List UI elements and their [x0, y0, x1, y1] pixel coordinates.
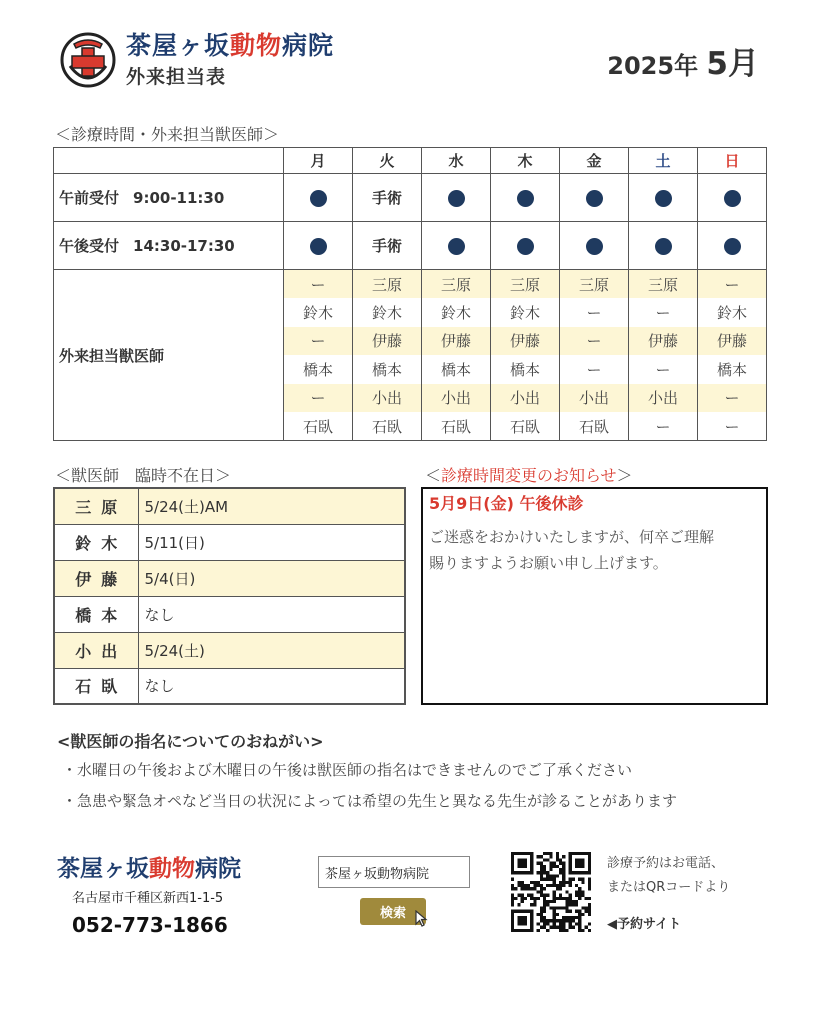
- qr-instructions: [607, 852, 730, 900]
- vet-cell: ー: [629, 355, 698, 384]
- vet-cell: 石臥: [560, 412, 629, 441]
- absence-row: [54, 632, 405, 668]
- absence-table: [53, 487, 406, 705]
- absence-date: 5/24(土)AM: [138, 488, 405, 524]
- search-input[interactable]: [318, 856, 470, 888]
- session-cell: [629, 222, 698, 270]
- vet-name: 石臥: [54, 668, 138, 704]
- vet-cell: 小出: [560, 384, 629, 413]
- session-cell: [422, 174, 491, 222]
- vet-cell: 小出: [629, 384, 698, 413]
- session-cell: [698, 222, 767, 270]
- vet-cell: ー: [560, 298, 629, 327]
- vet-cell: 三原: [353, 270, 422, 299]
- available-dot-icon: [517, 238, 534, 255]
- absence-date: 5/4(日): [138, 560, 405, 596]
- absence-row: [54, 668, 405, 704]
- vet-cell: 鈴木: [353, 298, 422, 327]
- session-cell: [560, 222, 629, 270]
- schedule-period: [607, 38, 759, 83]
- schedule-year: 2025年: [607, 52, 699, 80]
- request-line: ・水曜日の午後および木曜日の午後は獣医師の指名はできませんのでご了承ください: [62, 761, 633, 779]
- clinic-name: [126, 26, 334, 62]
- available-dot-icon: [448, 190, 465, 207]
- vet-cell: 鈴木: [284, 298, 353, 327]
- notice-box: [421, 487, 768, 705]
- qr-line: またはQRコードより: [607, 880, 731, 895]
- schedule-table: [53, 147, 767, 441]
- vet-cell: 小出: [353, 384, 422, 413]
- footer-name-part2: 動物: [149, 856, 195, 882]
- vet-cell: ー: [629, 298, 698, 327]
- session-label: 午前受付: [59, 189, 120, 207]
- available-dot-icon: [517, 190, 534, 207]
- clinic-name-part1: 茶屋ヶ坂: [126, 31, 231, 60]
- available-dot-icon: [724, 238, 741, 255]
- footer-name-part3: 病院: [195, 856, 241, 882]
- session-time: 14:30-17:30: [133, 237, 235, 255]
- vet-cell: 伊藤: [698, 327, 767, 356]
- notice-heading-text: 診療時間変更のお知らせ: [441, 466, 617, 485]
- vet-cell: 伊藤: [491, 327, 560, 356]
- vet-cell: ー: [284, 270, 353, 299]
- vet-cell: ー: [629, 412, 698, 441]
- available-dot-icon: [586, 190, 603, 207]
- vet-cell: 石臥: [284, 412, 353, 441]
- pointer-cursor-icon: [414, 910, 430, 928]
- schedule-month: 5月: [706, 46, 759, 82]
- surgery-label: 手術: [371, 189, 402, 207]
- vet-cell: 三原: [560, 270, 629, 299]
- vet-cell: 小出: [422, 384, 491, 413]
- vet-cell: 伊藤: [353, 327, 422, 356]
- available-dot-icon: [310, 190, 327, 207]
- vet-cell: 三原: [491, 270, 560, 299]
- vet-name: 伊藤: [54, 560, 138, 596]
- notice-heading: [425, 463, 633, 486]
- day-header-sun: 日: [698, 148, 767, 174]
- absence-row: [54, 488, 405, 524]
- vet-cell: 三原: [629, 270, 698, 299]
- absence-heading: ＜獣医師 臨時不在日＞: [55, 466, 232, 485]
- absence-date: なし: [138, 596, 405, 632]
- day-header-tue: 火: [353, 148, 422, 174]
- absence-date: 5/11(日): [138, 524, 405, 560]
- qr-line: 診療予約はお電話、: [607, 856, 725, 871]
- afternoon-session-label: [54, 222, 284, 270]
- absence-row: [54, 524, 405, 560]
- clinic-name-part2: 動物: [230, 31, 283, 60]
- vet-name: 橋本: [54, 596, 138, 632]
- session-cell: [353, 174, 422, 222]
- session-label: 午後受付: [59, 237, 120, 255]
- afternoon-session-row: [54, 222, 767, 270]
- notice-heading-close: ＞: [616, 466, 633, 485]
- vet-cell: 三原: [422, 270, 491, 299]
- session-cell: [284, 222, 353, 270]
- absence-row: [54, 560, 405, 596]
- vets-label: 外来担当獣医師: [54, 270, 284, 441]
- vet-cell: 石臥: [353, 412, 422, 441]
- day-header-sat: 土: [629, 148, 698, 174]
- session-cell: [491, 174, 560, 222]
- vet-row: [54, 270, 767, 299]
- vet-cell: ー: [698, 412, 767, 441]
- clinic-name-part3: 病院: [282, 31, 335, 60]
- session-cell: [560, 174, 629, 222]
- day-header-fri: 金: [560, 148, 629, 174]
- vet-cell: 鈴木: [491, 298, 560, 327]
- vet-cell: ー: [560, 327, 629, 356]
- clinic-phone: 052-773-1866: [72, 913, 228, 937]
- reservation-site-link[interactable]: ◀予約サイト: [607, 917, 682, 932]
- hospital-logo-icon: [60, 32, 116, 88]
- vet-cell: 橋本: [284, 355, 353, 384]
- vet-cell: ー: [698, 270, 767, 299]
- session-cell: [284, 174, 353, 222]
- vet-cell: 小出: [491, 384, 560, 413]
- available-dot-icon: [655, 190, 672, 207]
- notice-line: ご迷惑をおかけいたしますが、何卒ご理解: [429, 528, 715, 546]
- session-time: 9:00-11:30: [133, 189, 225, 207]
- request-line: ・急患や緊急オペなど当日の状況によっては希望の先生と異なる先生が診ることがあります: [62, 792, 678, 810]
- vet-cell: ー: [284, 384, 353, 413]
- vet-cell: 橋本: [491, 355, 560, 384]
- absence-date: 5/24(土): [138, 632, 405, 668]
- vet-cell: 伊藤: [629, 327, 698, 356]
- corner-cell: [54, 148, 284, 174]
- vet-cell: 橋本: [698, 355, 767, 384]
- vet-name: 鈴木: [54, 524, 138, 560]
- session-cell: [629, 174, 698, 222]
- vet-cell: 伊藤: [422, 327, 491, 356]
- notice-title: 5月9日(金) 午後休診: [429, 494, 584, 513]
- day-header-mon: 月: [284, 148, 353, 174]
- available-dot-icon: [310, 238, 327, 255]
- session-cell: [422, 222, 491, 270]
- vet-cell: 鈴木: [698, 298, 767, 327]
- surgery-label: 手術: [371, 237, 402, 255]
- absence-date: なし: [138, 668, 405, 704]
- schedule-heading: ＜診療時間・外来担当獣医師＞: [55, 125, 280, 144]
- vet-cell: ー: [560, 355, 629, 384]
- qr-code-icon[interactable]: [511, 852, 591, 932]
- clinic-address: 名古屋市千種区新西1-1-5: [72, 891, 224, 906]
- session-cell: [353, 222, 422, 270]
- vet-cell: 橋本: [353, 355, 422, 384]
- day-header-row: [54, 148, 767, 174]
- session-cell: [491, 222, 560, 270]
- notice-body: [429, 524, 760, 576]
- day-header-wed: 水: [422, 148, 491, 174]
- vet-cell: ー: [698, 384, 767, 413]
- morning-session-row: [54, 174, 767, 222]
- vet-name: 小出: [54, 632, 138, 668]
- available-dot-icon: [448, 238, 465, 255]
- available-dot-icon: [655, 238, 672, 255]
- page-subtitle: 外来担当表: [126, 66, 227, 88]
- available-dot-icon: [586, 238, 603, 255]
- notice-heading-open: ＜: [425, 466, 442, 485]
- search-button[interactable]: 検索: [360, 898, 426, 925]
- available-dot-icon: [724, 190, 741, 207]
- absence-row: [54, 596, 405, 632]
- footer-name-part1: 茶屋ヶ坂: [57, 856, 149, 882]
- vet-cell: 橋本: [422, 355, 491, 384]
- vet-cell: 鈴木: [422, 298, 491, 327]
- session-cell: [698, 174, 767, 222]
- footer-clinic-name: [57, 850, 241, 883]
- vet-cell: ー: [284, 327, 353, 356]
- morning-session-label: [54, 174, 284, 222]
- request-title: <獣医師の指名についてのおねがい>: [57, 732, 324, 751]
- vet-cell: 石臥: [491, 412, 560, 441]
- vet-cell: 石臥: [422, 412, 491, 441]
- vet-name: 三原: [54, 488, 138, 524]
- notice-line: 賜りますようお願い申し上げます。: [429, 554, 668, 572]
- day-header-thu: 木: [491, 148, 560, 174]
